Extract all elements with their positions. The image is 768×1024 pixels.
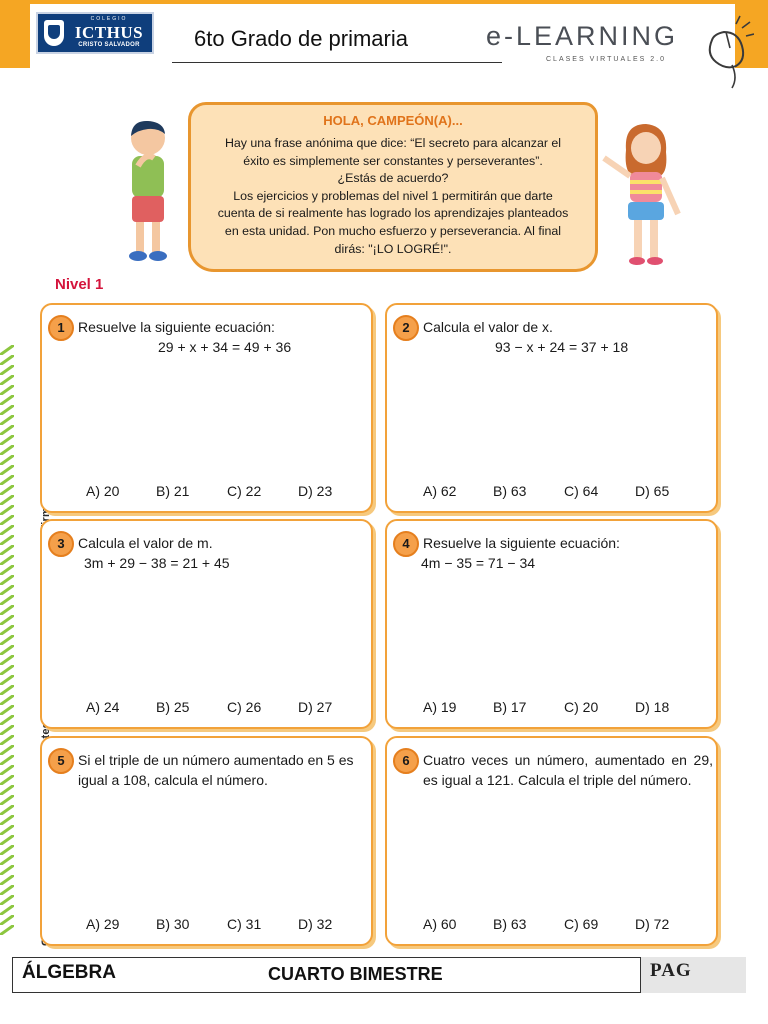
answer-options [78,483,363,501]
problem-number-badge: 5 [48,748,74,774]
intro-text [205,135,581,258]
option-b[interactable]: B) 63 [493,916,527,932]
problem-statement: Calcula el valor de m. [78,535,213,551]
option-b[interactable]: B) 25 [156,699,190,715]
problem-statement: Resuelve la siguiente ecuación: [78,319,275,335]
footer-subject: ÁLGEBRA [22,962,116,983]
option-d[interactable]: D) 23 [298,483,333,499]
logo-colegio: COLEGIO [90,16,128,22]
option-a[interactable]: A) 29 [86,916,120,932]
page-label: PAG [650,960,692,981]
answer-options [423,916,708,934]
computer-mouse-icon [702,10,754,90]
problem-statement: Cuatro veces un número, aumentado en 29, es igual a 121. Calcula el triple del número. [423,752,713,788]
intro-line: ¿Estás de acuerdo? [337,171,449,186]
problem-statement: Resuelve la siguiente ecuación: [423,535,620,551]
option-c[interactable]: C) 69 [564,916,599,932]
problem-card-1 [40,303,373,513]
footer-period: CUARTO BIMESTRE [268,964,443,984]
problem-card-2 [385,303,718,513]
option-a[interactable]: A) 62 [423,483,457,499]
problem-number-badge: 1 [48,315,74,341]
page-title: 6to Grado de primaria [194,26,408,51]
intro-line: dirás: "¡LO LOGRÉ!". [334,241,452,256]
option-d[interactable]: D) 27 [298,699,333,715]
option-b[interactable]: B) 30 [156,916,190,932]
problem-number-badge: 6 [393,748,419,774]
problem-number-badge: 4 [393,531,419,557]
school-logo [36,12,154,54]
option-a[interactable]: A) 20 [86,483,120,499]
elearning-brand: e-LEARNING [486,21,679,51]
option-c[interactable]: C) 64 [564,483,599,499]
option-d[interactable]: D) 72 [635,916,670,932]
answer-options [78,699,363,717]
problem-statement: Calcula el valor de x. [423,319,553,335]
girl-illustration [600,120,688,270]
intro-line: cuenta de si realmente has logrado los aprendizajes planteados [217,206,569,221]
problem-equation: 4m − 35 = 71 − 34 [421,555,536,571]
option-a[interactable]: A) 24 [86,699,120,715]
header [30,4,735,70]
option-d[interactable]: D) 65 [635,483,670,499]
answer-options [423,483,708,501]
option-d[interactable]: D) 18 [635,699,670,715]
intro-line: Los ejercicios y problemas del nivel 1 permitirán que darte [233,188,553,203]
intro-title: HOLA, CAMPEÓN(A)... [323,113,463,128]
problem-statement: Si el triple de un número aumentado en 5 es igual a 108, calcula el número. [78,752,354,788]
option-c[interactable]: C) 26 [227,699,262,715]
logo-subtitle: CRISTO SALVADOR [78,42,140,48]
problem-number-badge: 3 [48,531,74,557]
option-b[interactable]: B) 17 [493,699,527,715]
intro-line: Hay una frase anónima que dice: “El secreto para alcanzar el [224,136,562,150]
problem-equation: 3m + 29 − 38 = 21 + 45 [84,555,230,571]
intro-speech-bubble [188,102,598,272]
boy-illustration [118,118,180,266]
elearning-subtitle: CLASES VIRTUALES 2.0 [546,56,667,63]
problem-number-badge: 2 [393,315,419,341]
title-underline [172,62,502,63]
problem-equation: 93 − x + 24 = 37 + 18 [495,339,629,355]
option-c[interactable]: C) 20 [564,699,599,715]
problem-card-3 [40,519,373,729]
level-heading: Nivel 1 [55,276,104,293]
side-decor-stripe [0,345,14,935]
option-c[interactable]: C) 31 [227,916,262,932]
option-c[interactable]: C) 22 [227,483,262,499]
answer-options [78,916,363,934]
option-b[interactable]: B) 63 [493,483,527,499]
intro-line: éxito es simplemente ser constantes y perseverantes”. [243,153,543,168]
option-a[interactable]: A) 60 [423,916,457,932]
problem-card-4 [385,519,718,729]
option-b[interactable]: B) 21 [156,483,190,499]
crest-icon [44,20,64,46]
problem-card-5 [40,736,373,946]
problem-equation: 29 + x + 34 = 49 + 36 [158,339,292,355]
option-d[interactable]: D) 32 [298,916,333,932]
problem-card-6 [385,736,718,946]
logo-name: ICTHUS [74,23,144,42]
intro-line: en esta unidad. Pon mucho esfuerzo y perseverancia. Al final [224,223,562,238]
option-a[interactable]: A) 19 [423,699,457,715]
answer-options [423,699,708,717]
